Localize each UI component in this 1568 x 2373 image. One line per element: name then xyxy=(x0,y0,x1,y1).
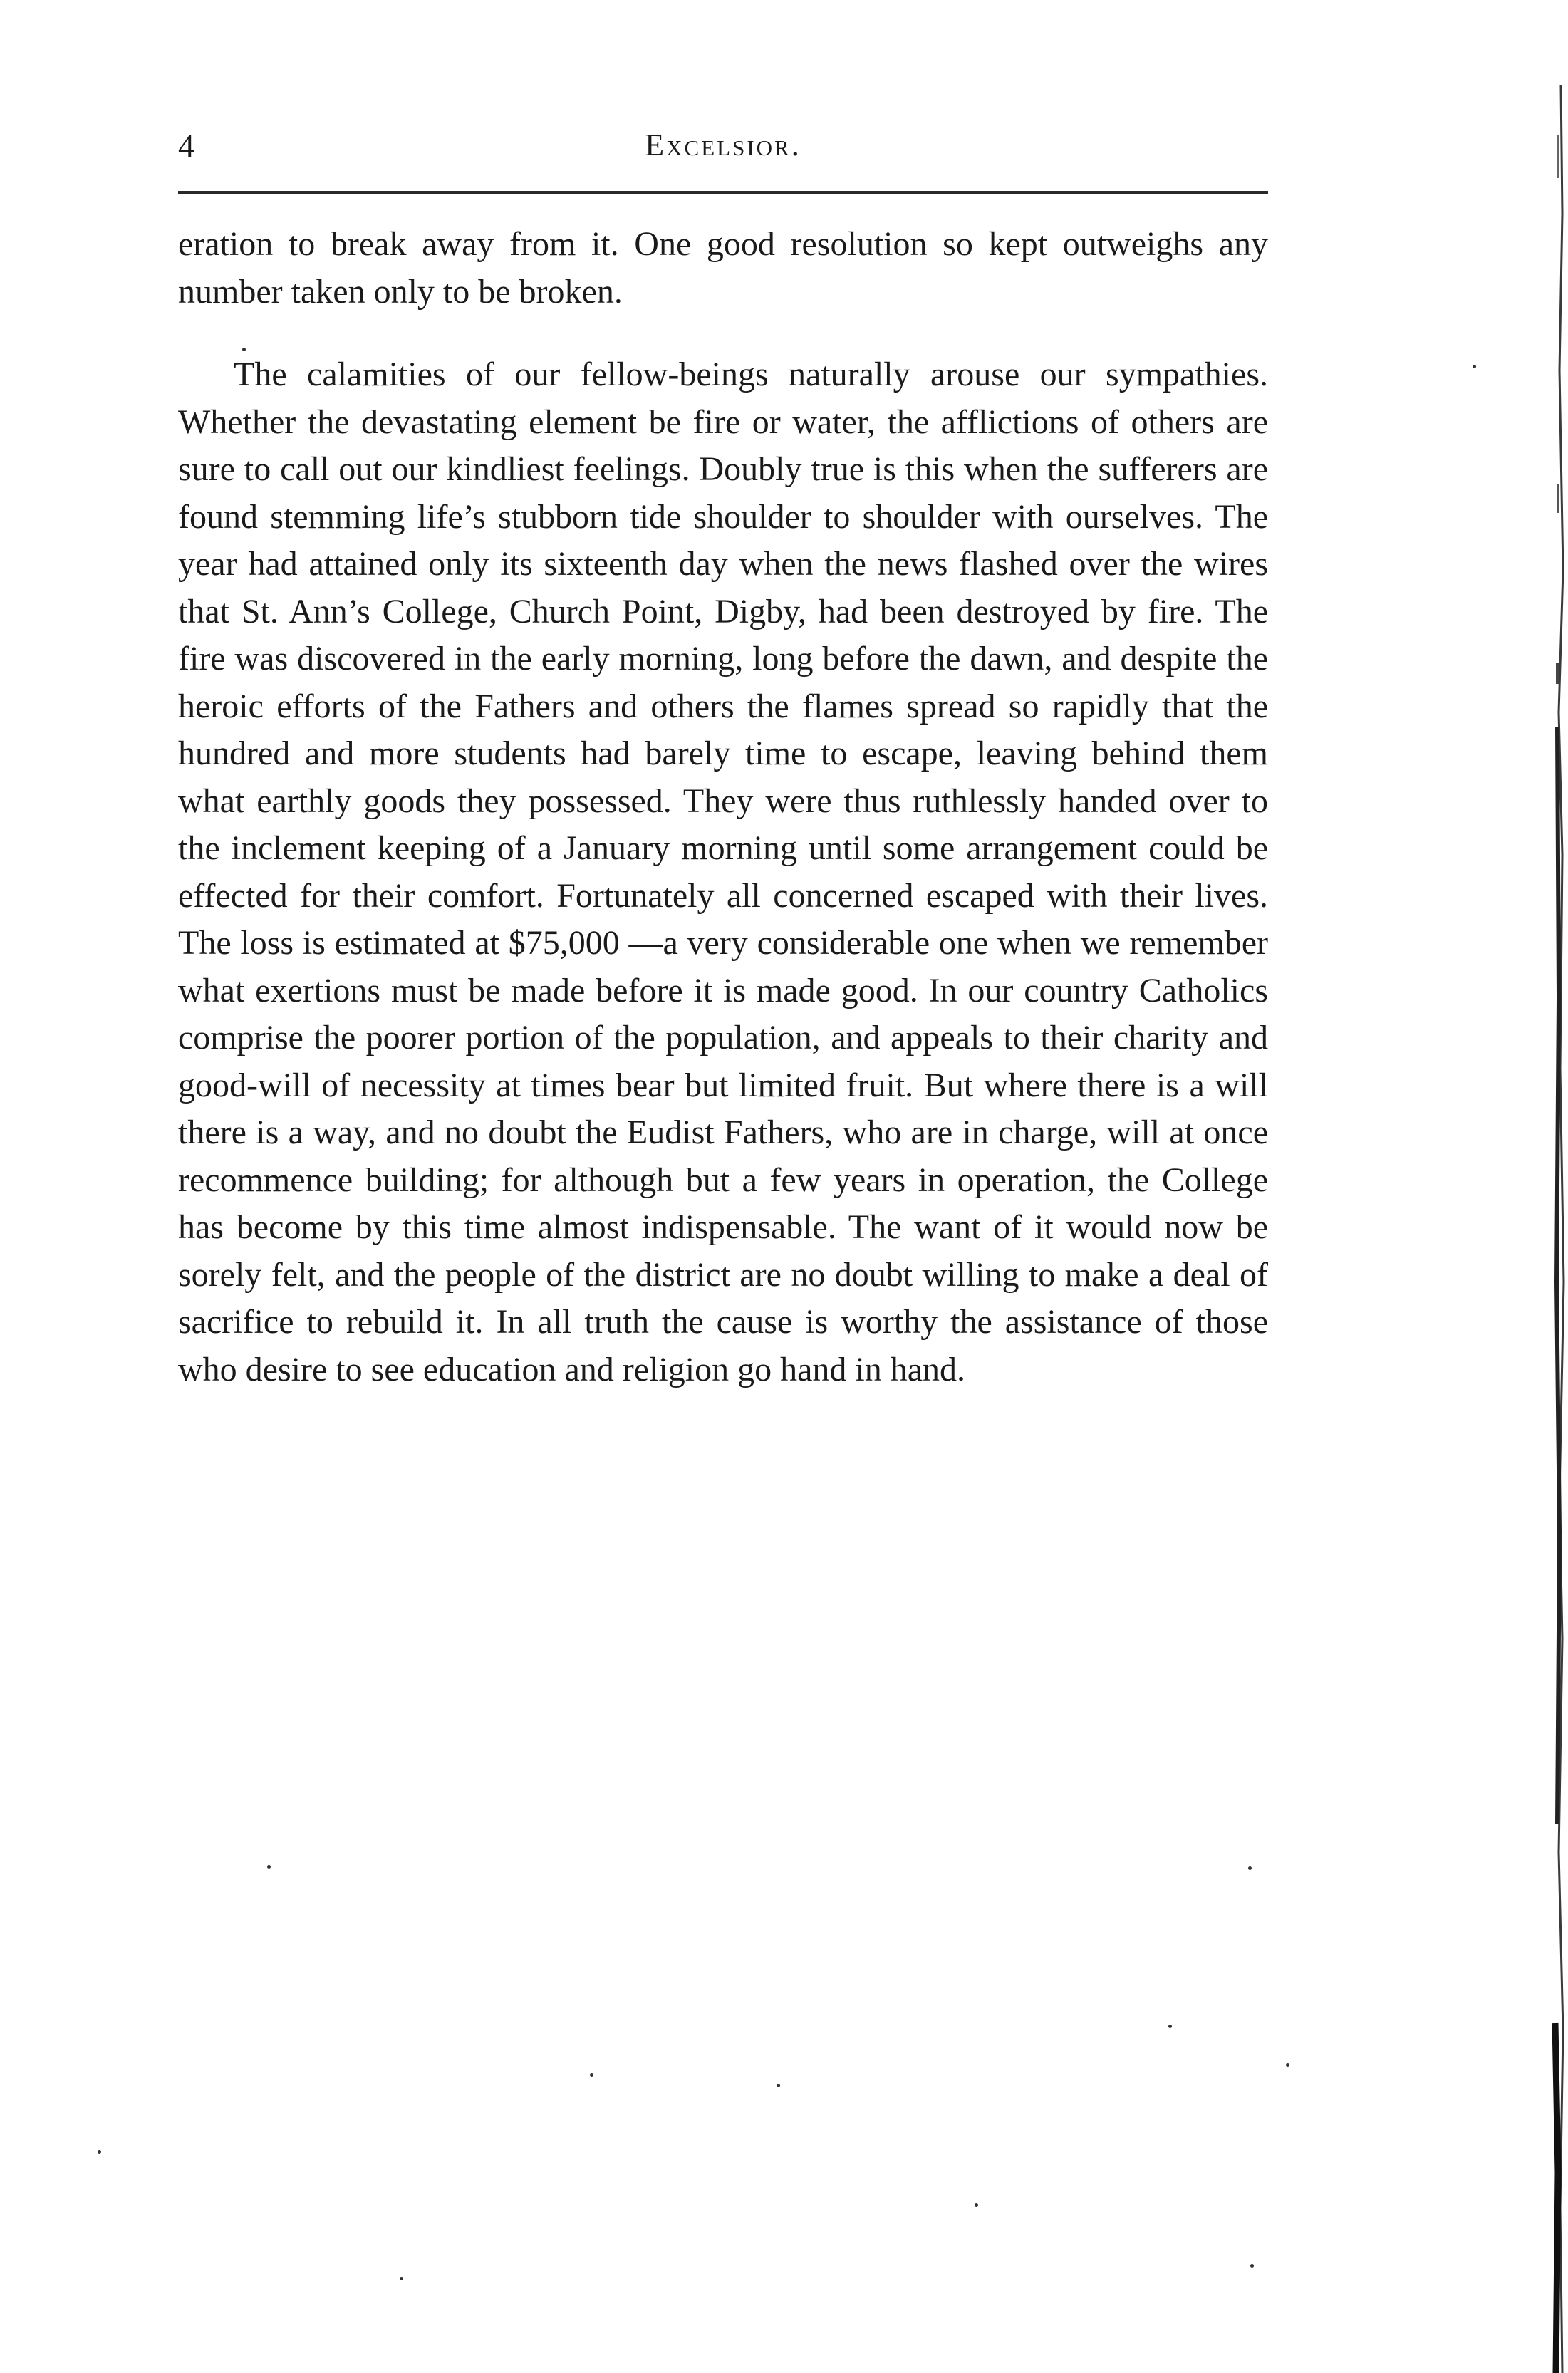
scan-speck xyxy=(975,2203,978,2207)
scan-speck xyxy=(777,2084,780,2087)
scan-speck xyxy=(1248,1866,1252,1870)
body-text xyxy=(178,221,1268,1393)
scan-speck xyxy=(242,348,246,351)
scan-speck xyxy=(1168,2025,1172,2028)
paragraph-2: The calamities of our fellow-beings naturally arouse our sympathies. Whether the devastating element be fire or water, the afflictions of others are sure to call out our kindliest feelings. Doubly true is this when the sufferers are found stemming life’s stubborn tide shoulder to shoulder with ourselves. The year had attained only its sixteenth day when the news flashed over the wires that St. Ann’s College, Church Point, Digby, had been destroyed by fire. The fire was discovered in the early morning, long before the dawn, and despite the heroic efforts of the Fathers and others the flames spread so rapidly that the hundred and more students had barely time to escape, leaving behind them what earthly goods they possessed. They were thus ruthlessly handed over to the inclement keeping of a January morning until some arrangement could be effected for their comfort. Fortunately all concerned escaped with their lives. The loss is estimated at $75,000 —a very considerable one when we remember what exertions must be made before it is made good. In our country Catholics comprise the poorer portion of the population, and appeals to their charity and good-will of necessity at times bear but limited fruit. But where there is a will there is a way, and no doubt the Eudist Fathers, who are in charge, will at once recommence building; for although but a few years in operation, the College has become by this time almost indispensable. The want of it would now be sorely felt, and the people of the district are no doubt willing to make a deal of sacrifice to rebuild it. In all truth the cause is worthy the assistance of those who desire to see education and religion go hand in hand. xyxy=(178,355,1268,1388)
scan-speck xyxy=(1286,2063,1289,2067)
scan-speck xyxy=(267,1865,271,1869)
header-rule xyxy=(178,191,1268,194)
page-header xyxy=(178,121,1268,178)
scan-speck xyxy=(590,2073,593,2077)
scan-speck xyxy=(1250,2264,1254,2268)
page-number: 4 xyxy=(178,128,194,164)
page-binding-edge xyxy=(1518,0,1568,2373)
paragraph-1: eration to break away from it. One good resolution so kept outweighs any number taken only to be broken. xyxy=(178,225,1268,311)
scan-speck xyxy=(1473,365,1476,368)
running-head: Excelsior. xyxy=(645,128,801,162)
scan-speck xyxy=(98,2150,101,2154)
scan-speck xyxy=(400,2277,403,2280)
